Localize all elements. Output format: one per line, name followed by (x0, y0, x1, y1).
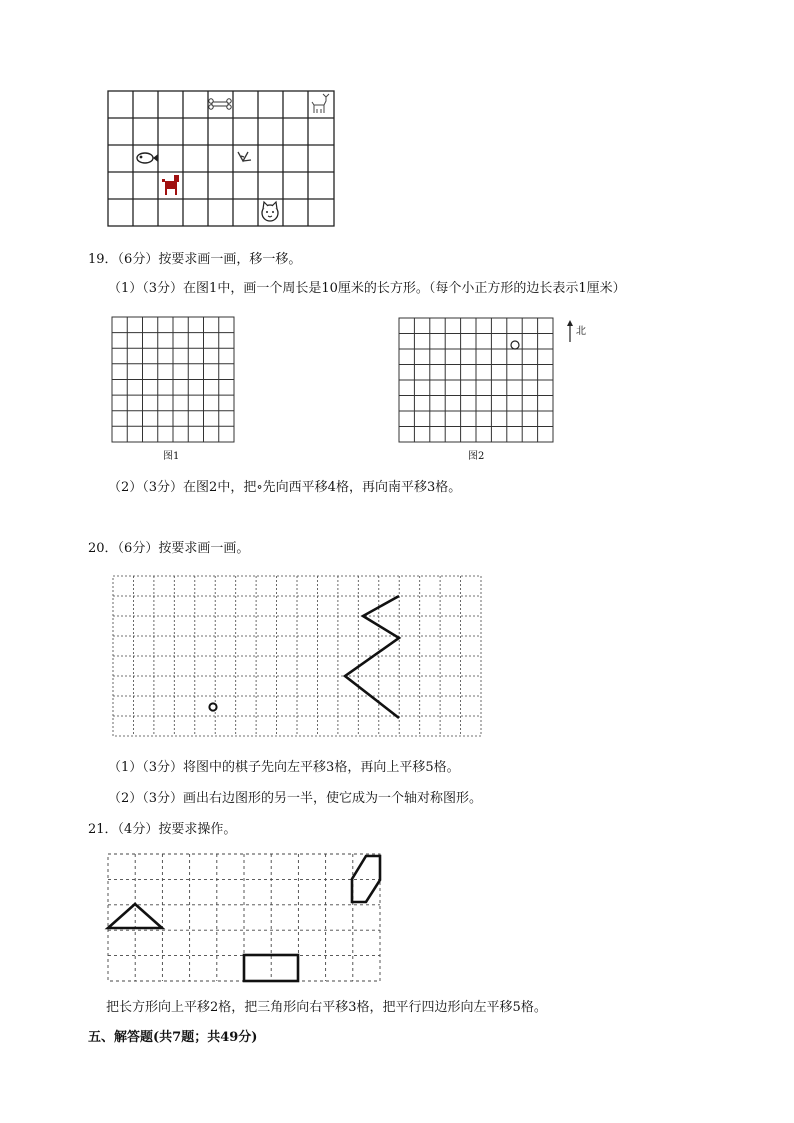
q21-instruction: 把长方形向上平移2格，把三角形向右平移3格，把平行四边形向左平移5格。 (106, 1000, 547, 1015)
chess-piece-marker[interactable] (209, 703, 216, 710)
q20-part1: （1）（3分）将图中的棋子先向左平移3格，再向上平移5格。 (108, 760, 460, 775)
small-circle-marker[interactable] (511, 341, 519, 349)
bone-icon (209, 99, 231, 109)
q19-part2: （2）（3分）在图2中，把∘先向西平移4格，再向南平移3格。 (108, 480, 462, 495)
fish-icon (137, 153, 158, 163)
q19-title: 19．（6分）按要求画一画，移一移。 (88, 252, 302, 267)
cat-icon (262, 202, 278, 221)
north-label: 北 (576, 326, 586, 337)
animal-grid (108, 91, 338, 229)
dotted-grid-q21[interactable] (108, 854, 382, 984)
figure-2-caption: 图2 (468, 451, 485, 462)
bird-icon (238, 152, 251, 161)
dog-icon (162, 175, 179, 195)
deer-icon (312, 94, 329, 113)
figure-2-grid[interactable] (399, 318, 555, 444)
q20-part2: （2）（3分）画出右边图形的另一半，使它成为一个轴对称图形。 (108, 791, 483, 806)
half-figure-zigzag (345, 596, 399, 718)
section-5-title: 五、解答题(共7题；共49分) (88, 1030, 258, 1045)
q20-title: 20．（6分）按要求画一画。 (88, 541, 250, 556)
q19-part1: （1）（3分）在图1中，画一个周长是10厘米的长方形。（每个小正方形的边长表示1厘米） (108, 281, 626, 296)
dotted-grid-q20[interactable] (113, 576, 483, 738)
figure-1-grid[interactable] (112, 317, 236, 443)
q21-title: 21．（4分）按要求操作。 (88, 822, 237, 837)
figure-1-caption: 图1 (163, 451, 180, 462)
north-arrow-icon (566, 320, 574, 344)
